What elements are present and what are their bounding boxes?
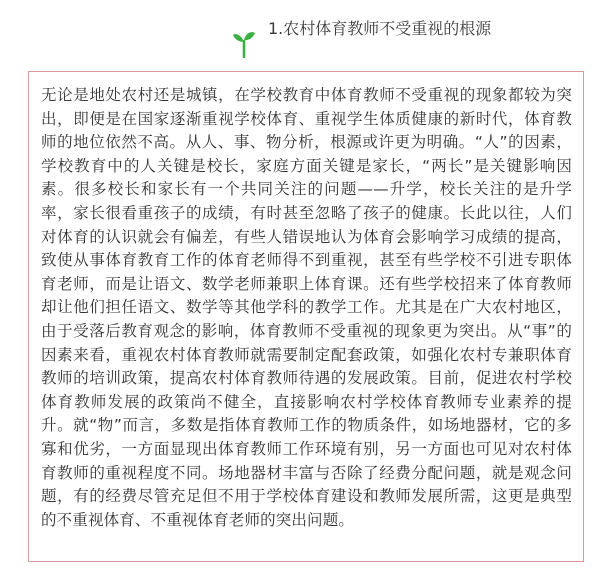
article-box [28,71,584,562]
section-heading [232,16,572,60]
section-title: 1.农村体育教师不受重视的根源 [268,19,492,38]
sprout-icon [232,28,256,58]
article-body: 无论是地处农村还是城镇，在学校教育中体育教师不受重视的现象都较为突出，即便是在国家逐渐重视学校体育、重视学生体质健康的新时代，体育教师的地位依然不高。从人、事、物分析，根源或许更为明确。“人”的因素，学校教育中的人关键是校长，家庭方面关键是家长，“两长”是关键影响因素。很多校长和家长有一个共同关注的问题——升学，校长关注的是升学率，家长很看重孩子的成绩，有时甚至忽略了孩子的健康。长此以往，人们对体育的认识就会有偏差，有些人错误地认为体育会影响学习成绩的提高，致使从事体育教育工作的体育老师得不到重视，甚至有些学校不引进专职体育老师，而是让语文、数学老师兼职上体育课。还有些学校招来了体育教师却让他们担任语文、数学等其他学科的教学工作。尤其是在广大农村地区，由于受落后教育观念的影响，体育教师不受重视的现象更为突出。从“事”的因素来看，重视农村体育教师就需要制定配套政策，如强化农村专兼职体育教师的培训政策，提高农村体育教师待遇的发展政策。目前，促进农村学校体育教师发展的政策尚不健全，直接影响农村学校体育教师专业素养的提升。就“物”而言，多数是指体育教师工作的物质条件，如场地器材，它的多寡和优劣，一方面显现出体育教师工作环境有别，另一方面也可见对农村体育教师的重视程度不同。场地器材丰富与否除了经费分配问题，就是观念问题，有的经费尽管充足但不用于学校体育建设和教师发展所需，这更是典型的不重视体育、不重视体育老师的突出问题。 [41,86,572,529]
